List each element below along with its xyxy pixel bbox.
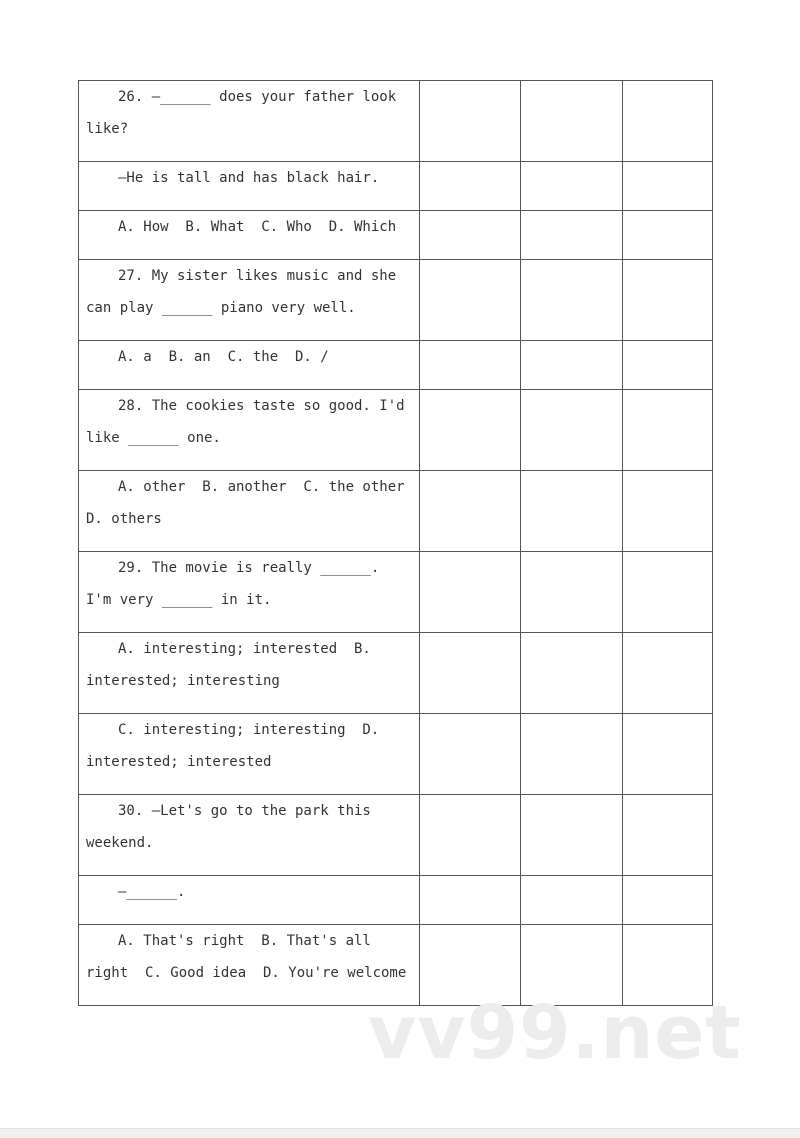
table-row xyxy=(79,390,713,471)
answer-cell xyxy=(623,714,713,795)
question-cell xyxy=(79,390,420,471)
table-row xyxy=(79,162,713,211)
answer-cell xyxy=(521,260,623,341)
question-cell xyxy=(79,633,420,714)
question-text: A. That's right B. That's all right C. Good idea D. You're welcome xyxy=(86,933,407,981)
answer-cell xyxy=(521,341,623,390)
question-cell xyxy=(79,714,420,795)
question-text: 29. The movie is really ______. I'm very ______ in it. xyxy=(86,560,388,608)
answer-cell xyxy=(420,211,521,260)
answer-cell xyxy=(420,162,521,211)
question-text: 28. The cookies taste so good. I'd like ______ one. xyxy=(86,398,414,446)
question-text: A. a B. an C. the D. / xyxy=(118,349,329,365)
worksheet-table xyxy=(78,80,713,1006)
answer-cell xyxy=(420,341,521,390)
answer-cell xyxy=(623,341,713,390)
question-text: 27. My sister likes music and she can play ______ piano very well. xyxy=(86,268,405,316)
table-row xyxy=(79,714,713,795)
answer-cell xyxy=(420,876,521,925)
answer-cell xyxy=(623,795,713,876)
answer-cell xyxy=(521,876,623,925)
question-cell xyxy=(79,162,420,211)
answer-cell xyxy=(420,795,521,876)
table-row xyxy=(79,552,713,633)
table-row xyxy=(79,211,713,260)
answer-cell xyxy=(420,81,521,162)
answer-cell xyxy=(623,81,713,162)
table-row xyxy=(79,795,713,876)
table-row xyxy=(79,81,713,162)
answer-cell xyxy=(420,633,521,714)
answer-cell xyxy=(521,390,623,471)
answer-cell xyxy=(623,390,713,471)
answer-cell xyxy=(521,714,623,795)
answer-cell xyxy=(521,162,623,211)
question-text: A. other B. another C. the other D. others xyxy=(86,479,414,527)
answer-cell xyxy=(420,714,521,795)
question-cell xyxy=(79,260,420,341)
table-row xyxy=(79,876,713,925)
answer-cell xyxy=(420,552,521,633)
question-text: 30. —Let's go to the park this weekend. xyxy=(86,803,380,851)
answer-cell xyxy=(623,211,713,260)
question-cell xyxy=(79,211,420,260)
table-row xyxy=(79,633,713,714)
table-row xyxy=(79,260,713,341)
answer-cell xyxy=(623,633,713,714)
table-row xyxy=(79,341,713,390)
question-cell xyxy=(79,876,420,925)
watermark-text: vv99.net xyxy=(368,990,742,1076)
question-text: 26. —______ does your father look like? xyxy=(86,89,405,137)
question-text: A. How B. What C. Who D. Which xyxy=(118,219,397,235)
answer-cell xyxy=(420,471,521,552)
question-cell xyxy=(79,552,420,633)
question-text: —He is tall and has black hair. xyxy=(118,170,380,186)
question-text: C. interesting; interesting D. interested; interested xyxy=(86,722,388,770)
answer-cell xyxy=(623,162,713,211)
answer-cell xyxy=(521,471,623,552)
answer-cell xyxy=(521,633,623,714)
answer-cell xyxy=(521,81,623,162)
answer-cell xyxy=(420,390,521,471)
question-cell xyxy=(79,471,420,552)
question-cell xyxy=(79,795,420,876)
answer-cell xyxy=(623,260,713,341)
question-cell xyxy=(79,81,420,162)
question-text: —______. xyxy=(118,884,186,900)
answer-cell xyxy=(521,211,623,260)
answer-cell xyxy=(521,552,623,633)
question-text: A. interesting; interested B. interested; interesting xyxy=(86,641,380,689)
table-row xyxy=(79,471,713,552)
answer-cell xyxy=(521,795,623,876)
question-cell xyxy=(79,341,420,390)
answer-cell xyxy=(623,552,713,633)
answer-cell xyxy=(623,876,713,925)
answer-cell xyxy=(420,260,521,341)
answer-cell xyxy=(623,471,713,552)
